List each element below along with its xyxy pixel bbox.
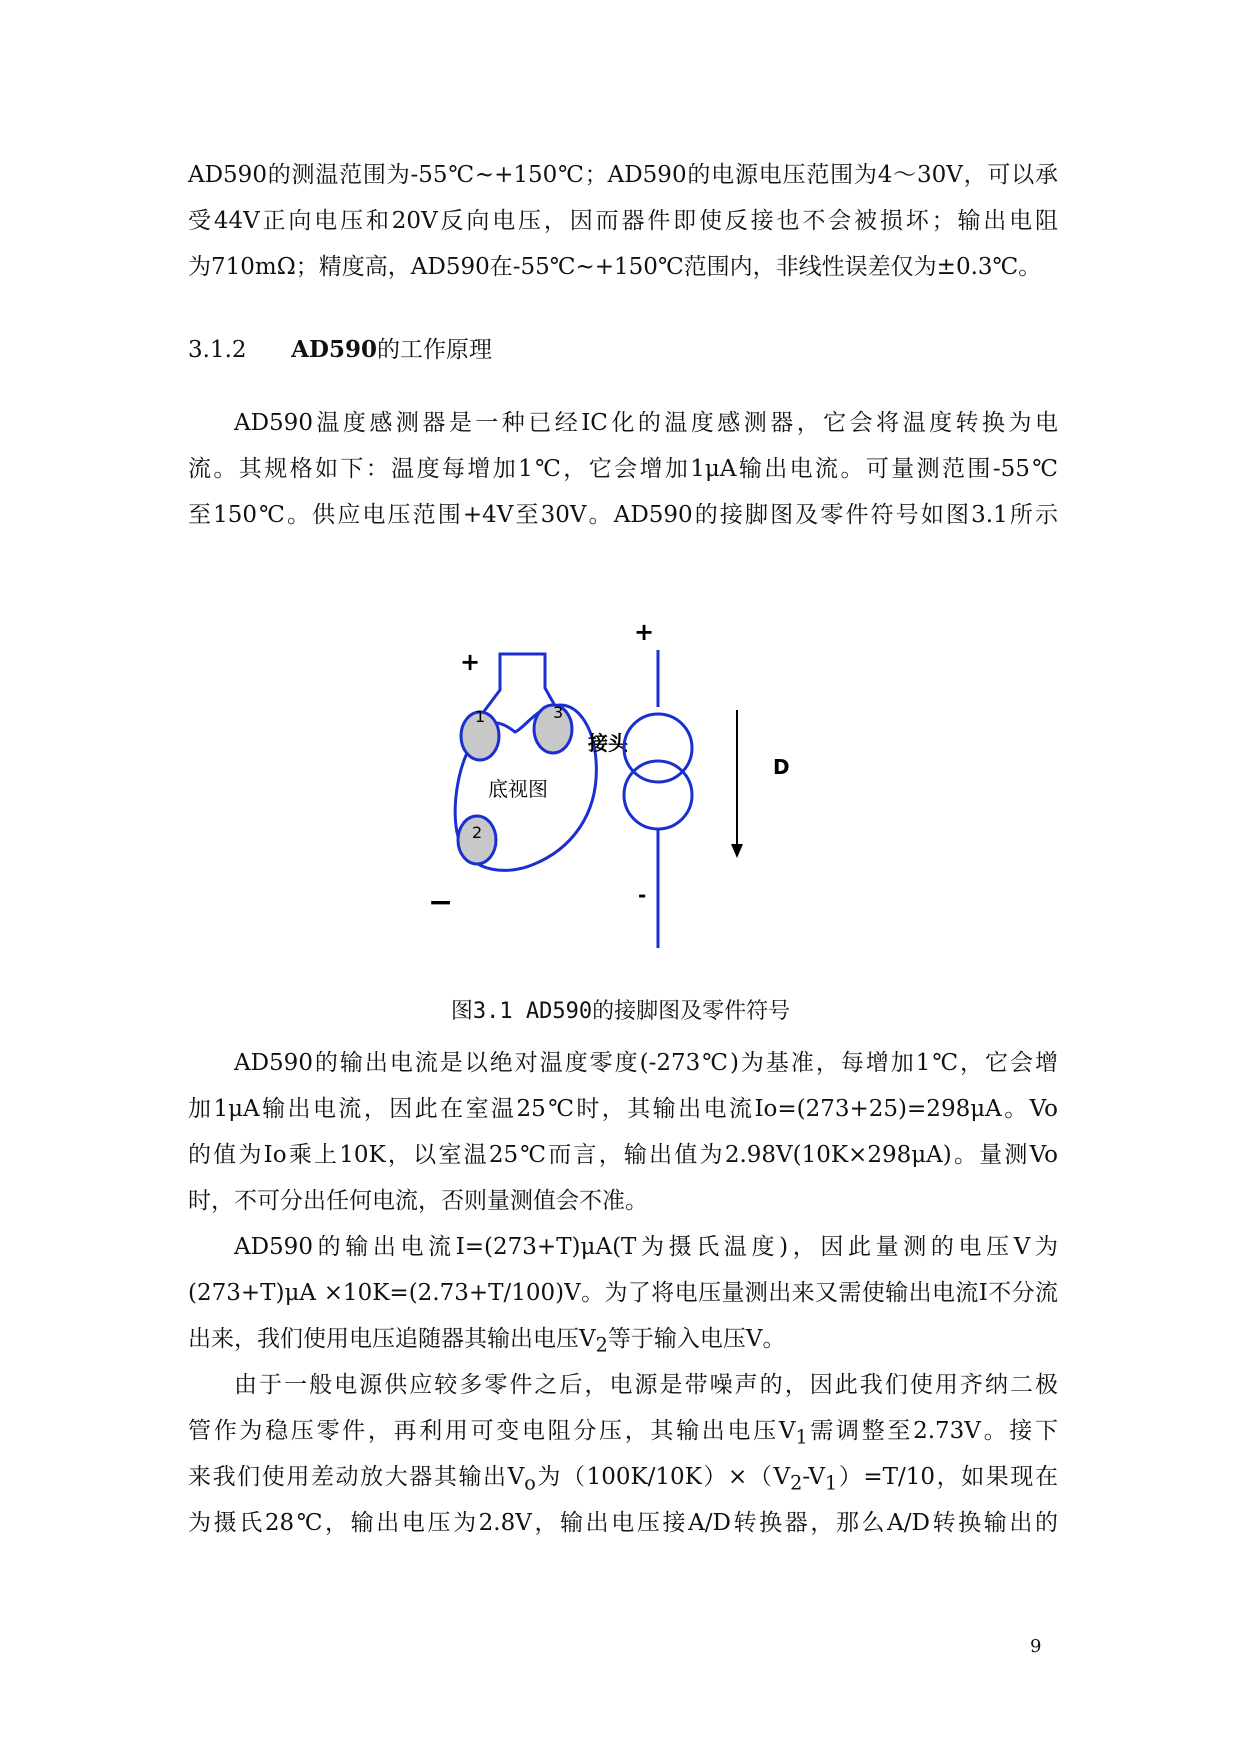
paragraph-line: 由于一般电源供应较多零件之后，电源是带噪声的，因此我们使用齐纳二极 bbox=[234, 1372, 1058, 1398]
text-run: 来我们使用差动放大器其输出V bbox=[188, 1464, 525, 1490]
symbol-minus-label: - bbox=[638, 883, 647, 907]
paragraph-line: AD590的输出电流I=(273+T)μA(T为摄氏温度)，因此量测的电压V为 bbox=[234, 1234, 1058, 1260]
section-heading bbox=[188, 327, 1058, 373]
text-run: 为（100K/10K）×（V bbox=[535, 1464, 791, 1490]
subscript: 1 bbox=[795, 1425, 808, 1449]
symbol-circle-bottom bbox=[624, 761, 692, 829]
symbol-plus-label: + bbox=[634, 618, 655, 646]
figure-caption: 图3.1 AD590的接脚图及零件符号 bbox=[450, 999, 791, 1024]
paragraph-line bbox=[188, 1454, 1058, 1500]
subscript: 1 bbox=[825, 1471, 838, 1495]
section-title-rest: 的工作原理 bbox=[376, 337, 492, 363]
text-run: ）=T/10，如果现在 bbox=[837, 1464, 1058, 1490]
bottom-view-label: 底视图 bbox=[488, 777, 548, 801]
paragraph-line: AD590的输出电流是以绝对温度零度(-273℃)为基准，每增加1℃，它会增 bbox=[234, 1050, 1058, 1076]
text-run: 等于输入电压V。 bbox=[607, 1326, 786, 1352]
page-number: 9 bbox=[1030, 1636, 1042, 1657]
paragraph-line: AD590的测温范围为-55℃~+150℃；AD590的电源电压范围为4～30V，可以承 bbox=[188, 162, 1058, 188]
subscript: 2 bbox=[790, 1471, 803, 1495]
text-run: 管作为稳压零件，再利用可变电阻分压，其输出电压V bbox=[188, 1418, 796, 1444]
current-arrow-head bbox=[731, 844, 743, 858]
subscript: o bbox=[524, 1471, 536, 1495]
subscript: 2 bbox=[595, 1333, 608, 1357]
paragraph-voltage-follower bbox=[188, 1224, 1058, 1362]
paragraph-specs bbox=[188, 152, 1058, 290]
paragraph-line: 时，不可分出任何电流，否则量测值会不准。 bbox=[188, 1188, 648, 1214]
plus-label: + bbox=[460, 648, 481, 676]
text-run: 出来，我们使用电压追随器其输出电压V bbox=[188, 1326, 596, 1352]
paragraph-line: 受44V正向电压和20V反向电压，因而器件即使反接也不会被损坏；输出电阻 bbox=[188, 208, 1058, 234]
figure-pinout-diagram bbox=[420, 610, 860, 960]
pin-1-label: 1 bbox=[475, 707, 486, 726]
paragraph-differential-amplifier bbox=[188, 1362, 1058, 1546]
section-title-bold: AD590 bbox=[291, 336, 377, 363]
text-run: -V bbox=[802, 1464, 826, 1490]
pin-2-label: 2 bbox=[472, 823, 483, 842]
minus-label: − bbox=[428, 885, 454, 920]
paragraph-line: (273+T)μA ×10K=(2.73+T/100)V。为了将电压量测出来又需使输出电流I不分流 bbox=[188, 1280, 1058, 1306]
paragraph-line: 为摄氏28℃，输出电压为2.8V，输出电压接A/D转换器，那么A/D转换输出的 bbox=[188, 1510, 1058, 1536]
current-direction-label: D bbox=[773, 755, 790, 779]
paragraph-line bbox=[188, 1408, 1058, 1454]
paragraph-line: 为710mΩ；精度高，AD590在-55℃~+150℃范围内，非线性误差仅为±0.3℃。 bbox=[188, 254, 1042, 280]
pin-3-label: 3 bbox=[553, 703, 564, 722]
paragraph-output-current bbox=[188, 1040, 1058, 1224]
section-number: 3.1.2 bbox=[188, 337, 247, 363]
connector-label: 接头 bbox=[588, 731, 628, 755]
paragraph-line: 的值为Io乘上10K，以室温25℃而言，输出值为2.98V(10K×298μA)。量测Vo bbox=[188, 1142, 1058, 1168]
text-run: 需调整至2.73V。接下 bbox=[807, 1418, 1058, 1444]
paragraph-line: 加1μA输出电流，因此在室温25℃时，其输出电流Io=(273+25)=298μA。Vo bbox=[188, 1096, 1058, 1122]
pin-jumper-wire bbox=[482, 654, 554, 714]
paragraph-intro bbox=[188, 400, 1058, 538]
paragraph-line: 流。其规格如下：温度每增加1℃，它会增加1μA输出电流。可量测范围-55℃ bbox=[188, 456, 1058, 482]
paragraph-line: AD590温度感测器是一种已经IC化的温度感测器，它会将温度转换为电 bbox=[234, 410, 1058, 436]
paragraph-line bbox=[188, 1316, 1058, 1362]
paragraph-line: 至150℃。供应电压范围+4V至30V。AD590的接脚图及零件符号如图3.1所示 bbox=[188, 502, 1058, 528]
